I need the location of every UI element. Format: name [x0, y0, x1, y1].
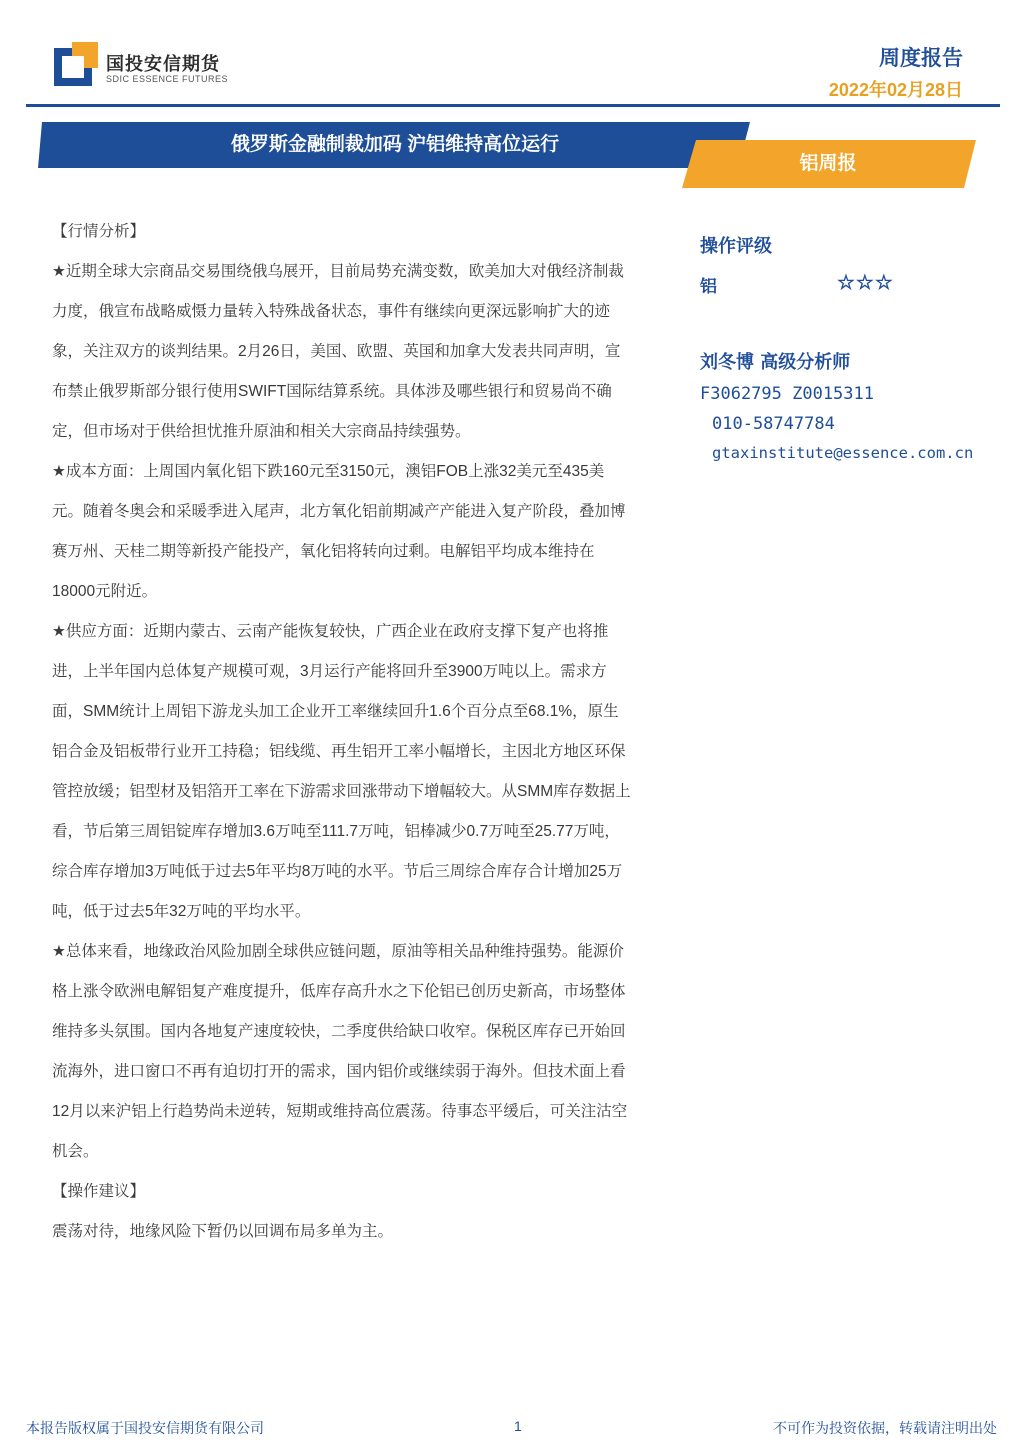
rating-row	[700, 266, 1020, 306]
section-heading-advice: 【操作建议】	[52, 1183, 146, 1200]
footer-notice: 不可作为投资依据，转载请注明出处	[773, 1420, 997, 1436]
report-category-tag: 铝周报	[799, 153, 857, 174]
section-heading-analysis: 【行情分析】	[52, 223, 146, 240]
analysis-paragraph: ★总体来看，地缘政治风险加剧全球供应链问题，原油等相关品种维持强势。能源价格上涨令欧洲电解铝复产难度提升，低库存高升水之下伦铝已创历史新高，市场整体维持多头氛围。国内各地复产速度较快，二季度供给缺口收窄。保税区库存已开始回流海外，进口窗口不再有迫切打开的需求，国内铝价或继续弱于海外。但技术面上看12月以来沪铝上行趋势尚未逆转，短期或维持高位震荡。待事态平缓后，可关注沽空机会。	[52, 943, 628, 1160]
rating-title: 操作评级	[700, 236, 772, 257]
footer-copyright: 本报告版权属于国投安信期货有限公司	[26, 1420, 264, 1436]
company-logo-icon	[54, 42, 98, 86]
page-number: 1	[514, 1418, 522, 1434]
company-name-en: SDIC ESSENCE FUTURES	[106, 74, 229, 84]
analysis-paragraph: ★成本方面：上周国内氧化铝下跌160元至3150元，澳铝FOB上涨32美元至435美元。随着冬奥会和采暖季进入尾声，北方氧化铝前期减产产能进入复产阶段，叠加博赛万州、天桂二期等新投产能投产，氧化铝将转向过剩。电解铝平均成本维持在18000元附近。	[52, 463, 626, 600]
analyst-email: gtaxinstitute@essence.com.cn	[712, 444, 974, 462]
report-type: 周度报告	[879, 47, 963, 70]
analyst-license: F3062795 Z0015311	[700, 384, 874, 404]
report-title: 俄罗斯金融制裁加码 沪铝维持高位运行	[230, 134, 560, 155]
analyst-phone: 010-58747784	[712, 414, 835, 434]
analysis-paragraph: ★近期全球大宗商品交易围绕俄乌展开，目前局势充满变数，欧美加大对俄经济制裁力度，俄宣布战略威慑力量转入特殊战备状态，事件有继续向更深远影响扩大的迹象，关注双方的谈判结果。2月26日，美国、欧盟、英国和加拿大发表共同声明，宣布禁止俄罗斯部分银行使用SWIFT国际结算系统。具体涉及哪些银行和贸易尚不确定，但市场对于供给担忧推升原油和相关大宗商品持续强势。	[52, 263, 624, 440]
sidebar	[700, 232, 1020, 462]
rating-stars-icon: ☆☆☆	[837, 270, 894, 294]
rating-item: 铝	[700, 277, 717, 297]
header-divider	[26, 104, 1000, 107]
company-name-cn: 国投安信期货	[106, 54, 220, 74]
market-analysis	[52, 212, 632, 1252]
analysis-paragraph: ★供应方面：近期内蒙古、云南产能恢复较快，广西企业在政府支撑下复产也将推进，上半年国内总体复产规模可观，3月运行产能将回升至3900万吨以上。需求方面，SMM统计上周铝下游龙头加工企业开工率继续回升1.6个百分点至68.1%，原生铝合金及铝板带行业开工持稳；铝线缆、再生铝开工率小幅增长，主因北方地区环保管控放缓；铝型材及铝箔开工率在下游需求回涨带动下增幅较大。从SMM库存数据上看，节后第三周铝锭库存增加3.6万吨至111.7万吨，铝棒减少0.7万吨至25.77万吨，综合库存增加3万吨低于过去5年平均8万吨的水平。节后三周综合库存合计增加25万吨，低于过去5年32万吨的平均水平。	[52, 623, 631, 920]
advice-paragraph: 震荡对待，地缘风险下暂仍以回调布局多单为主。	[52, 1223, 394, 1240]
report-date: 2022年02月28日	[828, 80, 963, 100]
analyst-name: 刘冬博 高级分析师	[700, 352, 851, 373]
